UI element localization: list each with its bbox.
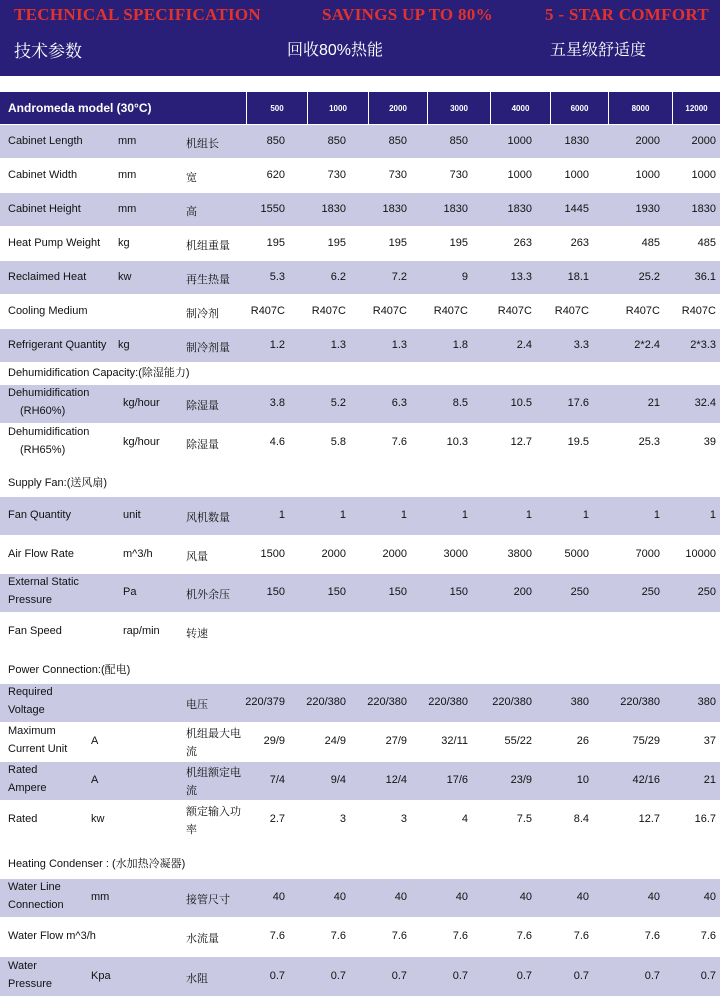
row-label-line2: (RH60%) — [20, 405, 66, 417]
row-label-line2: Voltage — [8, 704, 45, 716]
row-value: 7.6 — [452, 930, 468, 942]
row-value: 7000 — [635, 548, 660, 560]
row-value: 850 — [327, 134, 346, 147]
row-label-line2: Connection — [8, 899, 64, 911]
row-value: 10 — [576, 774, 589, 786]
row-value: 1830 — [443, 202, 468, 215]
table-row — [0, 918, 720, 956]
row-label-line2: Current Unit — [8, 743, 68, 755]
row-value: 1 — [339, 509, 346, 521]
row-value: 1000 — [564, 168, 589, 181]
row-value: 3.3 — [573, 338, 589, 351]
row-value: 150 — [266, 586, 285, 598]
row-value: 1 — [653, 509, 660, 521]
row-value: 5.2 — [330, 397, 346, 409]
row-value: 220/380 — [367, 696, 407, 708]
row-value: 32.4 — [694, 397, 716, 409]
row-label-cn-line2: 流 — [186, 785, 197, 797]
row-label: Cabinet Height — [8, 202, 81, 215]
row-label-cn: 机组额定电 — [186, 767, 241, 779]
table-row — [0, 261, 720, 294]
row-label-line2: Ampere — [8, 782, 47, 794]
row-label: Water Flow m^3/h — [8, 930, 96, 942]
row-value: 75/29 — [632, 735, 660, 747]
row-value: 25.3 — [638, 436, 660, 448]
row-unit: mm — [118, 168, 137, 181]
row-unit: mm — [118, 202, 137, 215]
banner-subtitle-technical: 技术参数 — [14, 42, 82, 61]
row-value: 32/11 — [441, 735, 468, 747]
row-value: 5.8 — [330, 436, 346, 448]
row-label-cn: 电压 — [186, 699, 208, 711]
row-value: 200 — [513, 586, 532, 598]
row-value: R407C — [433, 304, 468, 317]
row-value: 10000 — [685, 548, 716, 560]
table-row — [0, 762, 720, 800]
row-value: 1830 — [564, 134, 589, 147]
row-label: Water Line — [8, 881, 61, 893]
row-unit: m^3/h — [123, 548, 153, 560]
row-value: 250 — [641, 586, 660, 598]
row-unit: unit — [123, 509, 141, 521]
row-label: Dehumidification — [8, 426, 90, 438]
row-value: 1930 — [635, 202, 660, 215]
row-value: 6.2 — [330, 270, 346, 283]
table-row — [0, 424, 720, 462]
row-unit: A — [91, 774, 99, 786]
table-row — [0, 193, 720, 226]
row-value: 21 — [647, 397, 660, 409]
row-value: 1000 — [507, 168, 532, 181]
row-value: 17/6 — [446, 774, 468, 786]
row-value: 250 — [570, 586, 589, 598]
row-label-cn: 机组最大电 — [186, 728, 241, 740]
row-value: 1 — [582, 509, 589, 521]
row-value: 3 — [400, 813, 407, 825]
table-row — [0, 329, 720, 362]
table-row — [0, 159, 720, 192]
row-unit: kg/hour — [123, 397, 160, 409]
row-label-cn: 水流量 — [186, 933, 219, 945]
row-unit: Kpa — [91, 969, 111, 982]
row-label: Water — [8, 959, 37, 972]
banner-title-comfort: 5 - STAR COMFORT — [545, 5, 709, 24]
row-label-cn: 机组重量 — [186, 239, 230, 252]
row-unit: kg — [118, 338, 130, 351]
model-label: Andromeda model (30°C) — [8, 101, 152, 115]
row-label: Maximum — [8, 725, 56, 737]
table-row — [0, 801, 720, 839]
row-value: 1 — [525, 509, 532, 521]
row-label-cn-line2: 流 — [186, 746, 197, 758]
row-value: 8.5 — [452, 397, 468, 409]
row-label-line2: Pressure — [8, 594, 53, 606]
row-value: 2000 — [321, 548, 346, 560]
row-value: 0.7 — [330, 969, 346, 982]
table-row — [0, 957, 720, 996]
section-power-connection: Power Connection:(配电) — [8, 664, 131, 676]
row-value: 7.6 — [700, 930, 716, 942]
row-value: 3000 — [443, 548, 468, 560]
row-value: 620 — [266, 168, 285, 181]
banner-title-savings: SAVINGS UP TO 80% — [322, 5, 493, 24]
row-value: 2000 — [635, 134, 660, 147]
row-label: Heat Pump Weight — [8, 236, 101, 249]
banner-title-technical-specification: TECHNICAL SPECIFICATION — [14, 5, 261, 24]
row-value: 1445 — [564, 202, 589, 215]
row-label-line2: (RH65%) — [20, 444, 66, 456]
row-value: 1550 — [260, 202, 285, 215]
table-row — [0, 385, 720, 423]
model-header-6000: 6000 — [550, 92, 608, 124]
row-value: R407C — [497, 304, 532, 317]
row-value: R407C — [625, 304, 660, 317]
row-value: 27/9 — [385, 735, 407, 747]
row-value: 220/380 — [620, 696, 660, 708]
row-value: 7.6 — [644, 930, 660, 942]
table-row — [0, 295, 720, 328]
row-value: 0.7 — [269, 969, 285, 982]
row-value: 3800 — [507, 548, 532, 560]
row-value: 220/380 — [306, 696, 346, 708]
row-value: 16.7 — [694, 813, 716, 825]
row-value: 7.6 — [573, 930, 589, 942]
row-value: 1000 — [507, 134, 532, 147]
row-label-line2: Pressure — [8, 977, 53, 990]
section-dehumidification: Dehumidification Capacity:(除湿能力) — [8, 367, 190, 379]
row-value: 1830 — [321, 202, 346, 215]
model-header-8000: 8000 — [608, 92, 672, 124]
row-unit: mm — [91, 891, 110, 903]
row-label-cn: 机组长 — [186, 137, 219, 150]
row-value: 150 — [449, 586, 468, 598]
row-label-cn: 制冷剂量 — [186, 341, 230, 354]
row-label-cn: 除湿量 — [186, 400, 219, 412]
model-header-3000: 3000 — [427, 92, 490, 124]
table-row — [0, 723, 720, 761]
row-value: 26 — [576, 735, 589, 747]
row-value: 6.3 — [391, 397, 407, 409]
row-value: R407C — [311, 304, 346, 317]
banner-subtitle-savings: 回收80%热能 — [287, 42, 384, 59]
row-value: 0.7 — [644, 969, 660, 982]
row-unit: kw — [91, 813, 105, 825]
row-label-cn: 除湿量 — [186, 439, 219, 451]
row-value: 2*3.3 — [690, 338, 716, 351]
row-label: External Static — [8, 576, 79, 588]
row-value: 0.7 — [700, 969, 716, 982]
row-value: 2.4 — [516, 338, 532, 351]
row-value: 1.3 — [391, 338, 407, 351]
row-value: 1 — [278, 509, 285, 521]
row-label: Cabinet Width — [8, 168, 78, 181]
row-value: 39 — [703, 436, 716, 448]
row-value: 1500 — [260, 548, 285, 560]
row-value: 150 — [388, 586, 407, 598]
row-value: 730 — [327, 168, 346, 181]
row-value: R407C — [554, 304, 589, 317]
row-value: 23/9 — [510, 774, 532, 786]
row-label: Dehumidification — [8, 387, 90, 399]
row-value: 25.2 — [638, 270, 660, 283]
spec-banner — [0, 0, 720, 76]
row-value: 1 — [709, 509, 716, 521]
row-value: 10.5 — [510, 397, 532, 409]
row-label: Air Flow Rate — [8, 548, 75, 560]
row-value: 2.7 — [269, 813, 285, 825]
row-value: 2*2.4 — [634, 338, 660, 351]
row-value: 55/22 — [504, 735, 532, 747]
row-label-cn: 宽 — [186, 171, 197, 184]
model-header-1000: 1000 — [307, 92, 368, 124]
row-value: 220/379 — [245, 696, 285, 708]
row-value: 1830 — [382, 202, 407, 215]
row-value: 7.6 — [330, 930, 346, 942]
row-label-cn: 额定输入功 — [186, 806, 241, 818]
row-value: 850 — [449, 134, 468, 147]
row-unit: kg/hour — [123, 436, 160, 448]
row-value: 37 — [703, 735, 716, 747]
row-label-cn: 水阻 — [186, 972, 208, 985]
row-label-cn: 风量 — [186, 551, 208, 563]
row-value: 40 — [703, 891, 716, 903]
row-value: 40 — [576, 891, 589, 903]
row-value: 17.6 — [567, 397, 589, 409]
row-value: 8.4 — [573, 813, 589, 825]
model-header-12000: 12000 — [672, 92, 720, 124]
row-label: Cabinet Length — [8, 134, 83, 147]
row-value: 19.5 — [567, 436, 589, 448]
row-value: 380 — [697, 696, 716, 708]
row-value: 9/4 — [330, 774, 346, 786]
row-label: Refrigerant Quantity — [8, 338, 107, 351]
row-value: 195 — [266, 236, 285, 249]
table-row — [0, 125, 720, 158]
row-value: 21 — [703, 774, 716, 786]
row-value: 29/9 — [263, 735, 285, 747]
row-label-cn: 制冷剂 — [186, 307, 219, 320]
row-value: 7.6 — [391, 436, 407, 448]
row-unit: A — [91, 735, 99, 747]
row-value: 0.7 — [391, 969, 407, 982]
table-row — [0, 879, 720, 917]
table-row — [0, 684, 720, 722]
table-row — [0, 613, 720, 651]
row-unit: Pa — [123, 586, 137, 598]
row-unit: kw — [118, 270, 132, 283]
row-value: 2000 — [691, 134, 716, 147]
row-value: 7.6 — [269, 930, 285, 942]
banner-subtitle-comfort: 五星级舒适度 — [550, 42, 647, 59]
row-value: 1830 — [691, 202, 716, 215]
row-label-cn: 风机数量 — [186, 512, 230, 524]
table-row — [0, 227, 720, 260]
row-value: 150 — [327, 586, 346, 598]
row-value: 1830 — [507, 202, 532, 215]
row-value: 1 — [400, 509, 407, 521]
row-value: 40 — [272, 891, 285, 903]
row-value: 12.7 — [638, 813, 660, 825]
row-value: 10.3 — [446, 436, 468, 448]
row-label: Rated — [8, 813, 38, 825]
row-value: 9 — [461, 270, 468, 283]
row-label: Reclaimed Heat — [8, 270, 87, 283]
row-value: 5000 — [564, 548, 589, 560]
row-value: 220/380 — [428, 696, 468, 708]
row-value: 1.2 — [269, 338, 285, 351]
row-label-cn: 接管尺寸 — [186, 894, 230, 906]
row-value: 40 — [394, 891, 407, 903]
row-value: 3.8 — [269, 397, 285, 409]
model-header-4000: 4000 — [490, 92, 550, 124]
row-label: Fan Quantity — [8, 509, 71, 521]
row-label-cn: 机外余压 — [186, 589, 230, 601]
row-value: 1000 — [635, 168, 660, 181]
row-value: 2000 — [382, 548, 407, 560]
row-value: 380 — [570, 696, 589, 708]
row-value: 42/16 — [632, 774, 660, 786]
row-value: 0.7 — [573, 969, 589, 982]
row-value: 40 — [647, 891, 660, 903]
row-value: 1.3 — [330, 338, 346, 351]
table-header — [0, 92, 720, 124]
row-value: 850 — [388, 134, 407, 147]
row-value: 485 — [697, 236, 716, 249]
table-row — [0, 574, 720, 612]
row-value: 7.2 — [391, 270, 407, 283]
row-value: 730 — [449, 168, 468, 181]
row-label: Required — [8, 686, 53, 698]
row-value: R407C — [372, 304, 407, 317]
row-value: 3 — [339, 813, 346, 825]
row-value: 7.5 — [516, 813, 532, 825]
row-unit: kg — [118, 236, 130, 249]
row-value: 0.7 — [452, 969, 468, 982]
row-value: 850 — [266, 134, 285, 147]
row-value: 12/4 — [385, 774, 407, 786]
row-value: 4 — [461, 813, 468, 825]
row-value: 263 — [513, 236, 532, 249]
row-value: 1.8 — [452, 338, 468, 351]
row-value: 36.1 — [694, 270, 716, 283]
row-value: 18.1 — [567, 270, 589, 283]
row-value: 730 — [388, 168, 407, 181]
row-label: Fan Speed — [8, 625, 62, 637]
row-value: 40 — [333, 891, 346, 903]
row-label-cn: 高 — [186, 205, 197, 218]
row-value: 13.3 — [510, 270, 532, 283]
row-value: 7.6 — [516, 930, 532, 942]
row-value: 195 — [388, 236, 407, 249]
row-value: R407C — [250, 304, 285, 317]
table-row — [0, 536, 720, 574]
row-value: R407C — [681, 304, 716, 317]
row-value: 40 — [455, 891, 468, 903]
row-value: 0.7 — [516, 969, 532, 982]
row-value: 5.3 — [269, 270, 285, 283]
row-label: Cooling Medium — [8, 304, 88, 317]
row-value: 220/380 — [492, 696, 532, 708]
row-value: 263 — [570, 236, 589, 249]
table-row — [0, 497, 720, 535]
row-value: 12.7 — [510, 436, 532, 448]
row-label-cn-line2: 率 — [186, 824, 197, 836]
row-value: 1 — [461, 509, 468, 521]
row-value: 40 — [519, 891, 532, 903]
row-value: 195 — [327, 236, 346, 249]
model-header-500: 500 — [246, 92, 307, 124]
row-unit: mm — [118, 134, 137, 147]
row-value: 24/9 — [324, 735, 346, 747]
row-value: 195 — [449, 236, 468, 249]
row-value: 250 — [697, 586, 716, 598]
row-value: 7/4 — [269, 774, 285, 786]
row-unit: rap/min — [123, 625, 160, 637]
model-header-2000: 2000 — [368, 92, 427, 124]
row-label-cn: 转速 — [186, 628, 208, 640]
row-value: 1000 — [691, 168, 716, 181]
row-value: 7.6 — [391, 930, 407, 942]
row-value: 485 — [641, 236, 660, 249]
section-heating-condenser: Heating Condenser : (水加热冷凝器) — [8, 858, 186, 870]
section-supply-fan: Supply Fan:(送风扇) — [8, 477, 108, 489]
row-label: Rated — [8, 764, 38, 776]
row-label-cn: 再生热量 — [186, 273, 230, 286]
row-value: 4.6 — [269, 436, 285, 448]
